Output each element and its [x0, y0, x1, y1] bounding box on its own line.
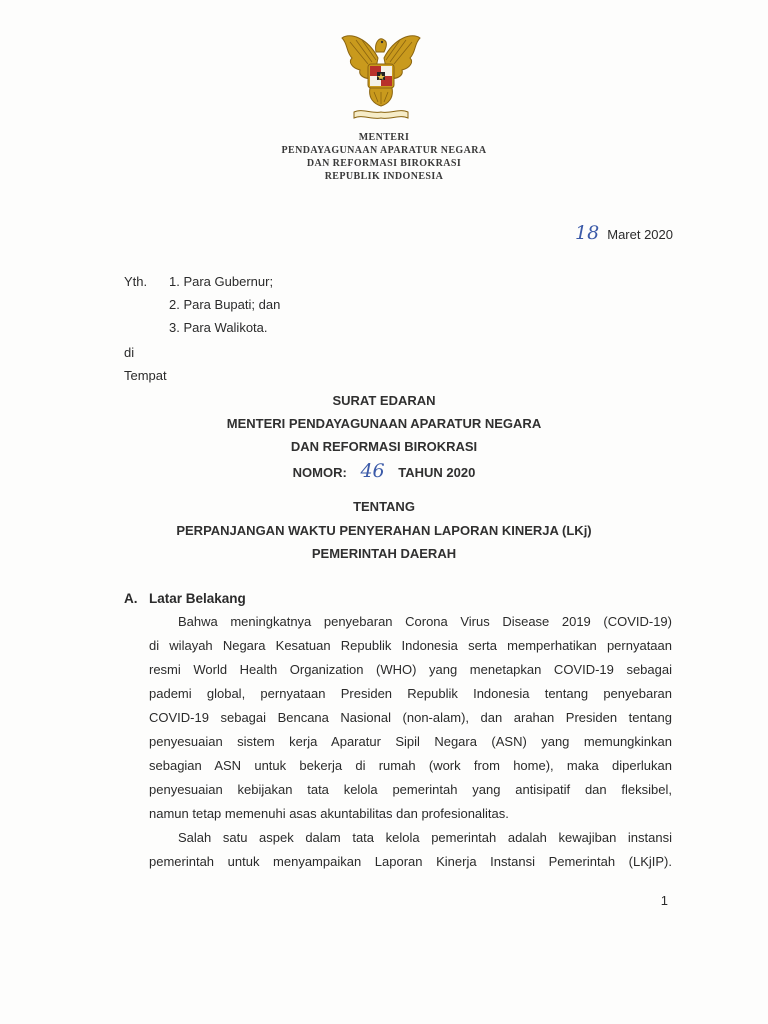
- paragraph-line: penyesuaian kebijakan tata kelola pemerintah yang antisipatif dan fleksibel,: [149, 782, 672, 797]
- addressee-label: Yth.: [124, 274, 148, 289]
- title-line: MENTERI PENDAYAGUNAAN APARATUR NEGARA: [226, 416, 542, 431]
- paragraph-line: di wilayah Negara Kesatuan Republik Indonesia serta memperhatikan pernyataan: [149, 638, 672, 653]
- paragraph-line: COVID-19 sebagai Bencana Nasional (non-alam), dan arahan Presiden tentang: [149, 710, 672, 725]
- page-number: 1: [660, 893, 668, 908]
- subject-label: TENTANG: [353, 499, 415, 514]
- date-month-year: Maret 2020: [607, 227, 673, 242]
- letterhead-line: DAN REFORMASI BIROKRASI: [306, 158, 462, 169]
- addressee-tempat: Tempat: [124, 368, 167, 383]
- paragraph-line: namun tetap memenuhi asas akuntabilitas dan profesionalitas.: [149, 806, 509, 821]
- garuda-emblem-icon: [338, 28, 424, 126]
- paragraph-line: pemerintah untuk menyampaikan Laporan Kinerja Instansi Pemerintah (LKjIP).: [149, 854, 672, 869]
- addressee-di: di: [124, 345, 135, 360]
- section-number: A.: [124, 591, 138, 606]
- addressee-item: 3. Para Walikota.: [169, 320, 268, 335]
- paragraph-line: pademi global, pernyataan Presiden Republik Indonesia tentang penyebaran: [149, 686, 672, 701]
- title-line: DAN REFORMASI BIROKRASI: [290, 439, 478, 454]
- addressee-item: 2. Para Bupati; dan: [169, 297, 281, 312]
- handwritten-number: 46: [360, 460, 385, 482]
- letter-date: [575, 222, 673, 244]
- paragraph-1: [149, 610, 672, 826]
- letterhead-line: PENDAYAGUNAAN APARATUR NEGARA: [281, 145, 487, 156]
- section-a-heading: [124, 591, 246, 606]
- letterhead-line: MENTERI: [358, 132, 410, 143]
- nomor-year: TAHUN 2020: [398, 465, 476, 480]
- addressee-item: 1. Para Gubernur;: [169, 274, 274, 289]
- subject-line: PEMERINTAH DAERAH: [311, 546, 457, 561]
- paragraph-line: Salah satu aspek dalam tata kelola pemerintah adalah kewajiban instansi: [178, 830, 672, 845]
- handwritten-day: 18: [575, 222, 600, 244]
- title-nomor: [0, 460, 768, 482]
- nomor-label: NOMOR:: [292, 465, 347, 480]
- title-line: SURAT EDARAN: [332, 393, 436, 408]
- paragraph-2: [149, 826, 672, 874]
- subject-line: PERPANJANGAN WAKTU PENYERAHAN LAPORAN KINERJA (LKj): [176, 523, 592, 538]
- paragraph-line: sebagian ASN untuk bekerja di rumah (work from home), maka diperlukan: [149, 758, 672, 773]
- paragraph-line: penyesuaian sistem kerja Aparatur Sipil Negara (ASN) yang memungkinkan: [149, 734, 672, 749]
- ministry-letterhead: [0, 131, 768, 183]
- paragraph-line: Bahwa meningkatnya penyebaran Corona Virus Disease 2019 (COVID-19): [178, 614, 672, 629]
- section-title: Latar Belakang: [149, 591, 246, 606]
- letterhead-line: REPUBLIK INDONESIA: [324, 171, 444, 182]
- paragraph-line: resmi World Health Organization (WHO) yang menetapkan COVID-19 sebagai: [149, 662, 672, 677]
